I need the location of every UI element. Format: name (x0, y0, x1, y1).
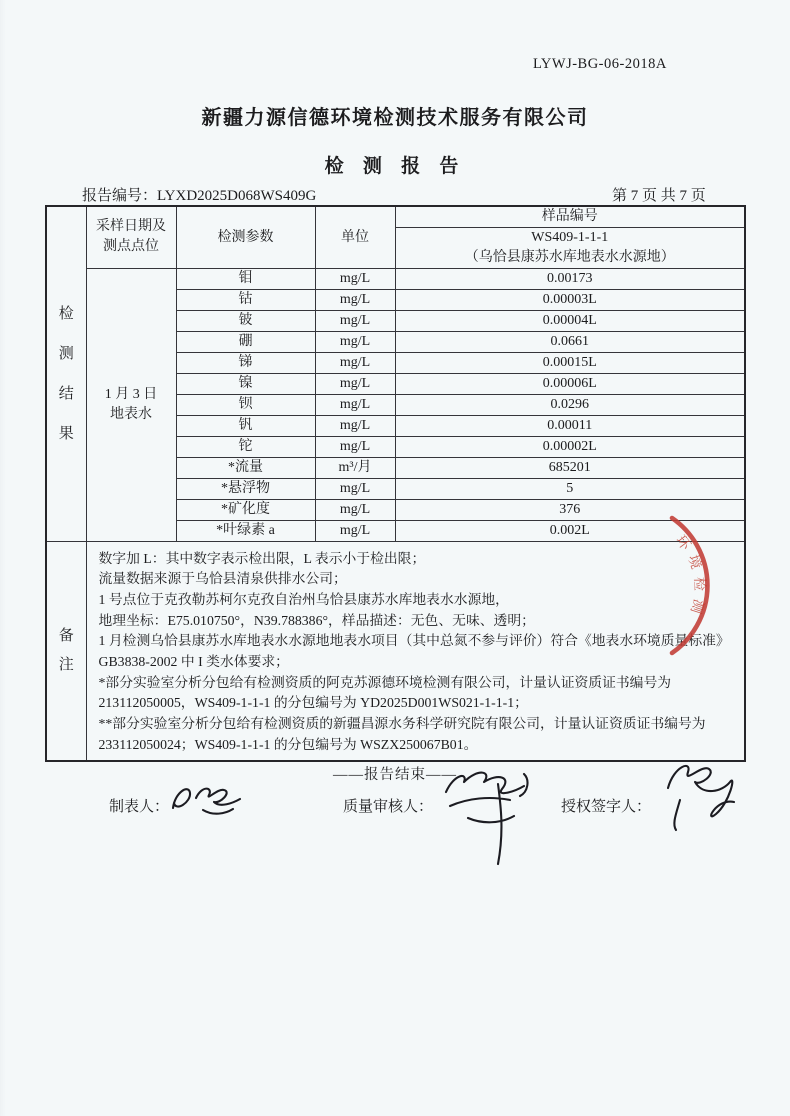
value-cell: 376 (395, 499, 745, 520)
note-line: *部分实验室分析分包给有检测资质的阿克苏源德环境检测有限公司，计量认证资质证书编号为 (98, 674, 672, 690)
sample-id-cell (395, 227, 745, 268)
header-sampling-line1: 采样日期及 (96, 219, 166, 235)
sampling-medium: 地表水 (110, 406, 152, 422)
value-cell: 0.00011 (395, 415, 745, 436)
notes-row (46, 541, 745, 761)
note-line: 1 月检测乌恰县康苏水库地表水水源地地表水项目（其中总氮不参与评价）符合《地表水环境质量标准》 (98, 633, 730, 649)
unit-cell: mg/L (315, 436, 395, 457)
unit-cell: mg/L (315, 352, 395, 373)
param-cell: *悬浮物 (176, 478, 315, 499)
param-cell: 镍 (176, 373, 315, 394)
authorized-signer-label: 授权签字人： (561, 799, 652, 815)
header-sampling-line2: 测点点位 (103, 239, 159, 255)
end-of-report-marker: ——报告结束—— (333, 767, 457, 783)
reviewer-signature (438, 762, 553, 872)
param-cell: 锑 (176, 352, 315, 373)
preparer-label: 制表人： (109, 799, 170, 815)
unit-cell: mg/L (315, 373, 395, 394)
table-row (46, 268, 745, 289)
sampling-date: 1 月 3 日 (104, 386, 158, 402)
sample-site: （乌恰县康苏水库地表水水源地） (464, 249, 675, 265)
unit-cell: mg/L (315, 268, 395, 289)
unit-cell: mg/L (315, 331, 395, 352)
value-cell: 0.00173 (395, 268, 745, 289)
header-parameter-cell: 检测参数 (176, 206, 315, 268)
note-line: GB3838-2002 中 I 类水体要求； (98, 654, 289, 670)
value-cell: 685201 (395, 457, 745, 478)
param-cell: 钡 (176, 394, 315, 415)
header-unit-cell: 单位 (315, 206, 395, 268)
note-line: 地理坐标：E75.010750°，N39.788386°，样品描述：无色、无味、透明； (98, 612, 535, 628)
param-cell: *流量 (176, 457, 315, 478)
page-indicator: 第 7 页 共 7 页 (612, 188, 706, 204)
unit-cell: m³/月 (315, 457, 395, 478)
document-code: LYWJ-BG-06-2018A (533, 56, 667, 72)
unit-cell: mg/L (315, 499, 395, 520)
report-number: 报告编号：LYXD2025D068WS409G (82, 188, 317, 204)
param-cell: 钒 (176, 415, 315, 436)
value-cell: 0.00015L (395, 352, 745, 373)
results-group-label-cell (46, 206, 86, 541)
note-line: 233112050024；WS409-1-1-1 的分包编号为 WSZX250067B01。 (98, 736, 478, 752)
notes-label: 备注 (58, 627, 74, 673)
note-line: **部分实验室分析分包给有检测资质的新疆昌源水务科学研究院有限公司，计量认证资质证书编号为 (98, 716, 706, 732)
sampling-date-cell (86, 268, 176, 541)
unit-cell: mg/L (315, 415, 395, 436)
results-group-label: 检测结果 (58, 305, 74, 442)
param-cell: 钴 (176, 289, 315, 310)
table-header-row (46, 206, 745, 227)
authorized-signer-signature (652, 752, 752, 840)
company-name: 新疆力源信德环境检测技术服务有限公司 (201, 107, 589, 129)
value-cell: 0.002L (395, 520, 745, 541)
param-cell: 铍 (176, 310, 315, 331)
notes-text-cell (86, 541, 745, 761)
reviewer-label: 质量审核人： (343, 799, 434, 815)
results-table (45, 205, 746, 762)
note-line: 数字加 L：其中数字表示检出限，L 表示小于检出限； (98, 550, 426, 566)
value-cell: 0.0661 (395, 331, 745, 352)
note-line: 1 号点位于克孜勒苏柯尔克孜自治州乌恰县康苏水库地表水水源地， (98, 591, 509, 607)
param-cell: *叶绿素 a (176, 520, 315, 541)
value-cell: 5 (395, 478, 745, 499)
note-line: 流量数据来源于乌恰县清泉供排水公司； (98, 571, 347, 587)
param-cell: 钼 (176, 268, 315, 289)
header-sampling-cell (86, 206, 176, 268)
report-title: 检 测 报 告 (324, 156, 466, 177)
notes-label-cell (46, 541, 86, 761)
value-cell: 0.00003L (395, 289, 745, 310)
value-cell: 0.00002L (395, 436, 745, 457)
unit-cell: mg/L (315, 394, 395, 415)
unit-cell: mg/L (315, 478, 395, 499)
param-cell: *矿化度 (176, 499, 315, 520)
param-cell: 硼 (176, 331, 315, 352)
preparer-signature (163, 776, 248, 828)
value-cell: 0.0296 (395, 394, 745, 415)
sample-id: WS409-1-1-1 (531, 229, 609, 245)
unit-cell: mg/L (315, 520, 395, 541)
header-sample-id-label: 样品编号 (395, 206, 745, 227)
param-cell: 铊 (176, 436, 315, 457)
unit-cell: mg/L (315, 289, 395, 310)
value-cell: 0.00006L (395, 373, 745, 394)
unit-cell: mg/L (315, 310, 395, 331)
stamp-arc-text: 环境检测 (672, 531, 709, 623)
value-cell: 0.00004L (395, 310, 745, 331)
note-line: 213112050005，WS409-1-1-1 的分包编号为 YD2025D001WS021-1-1-1； (98, 695, 528, 711)
